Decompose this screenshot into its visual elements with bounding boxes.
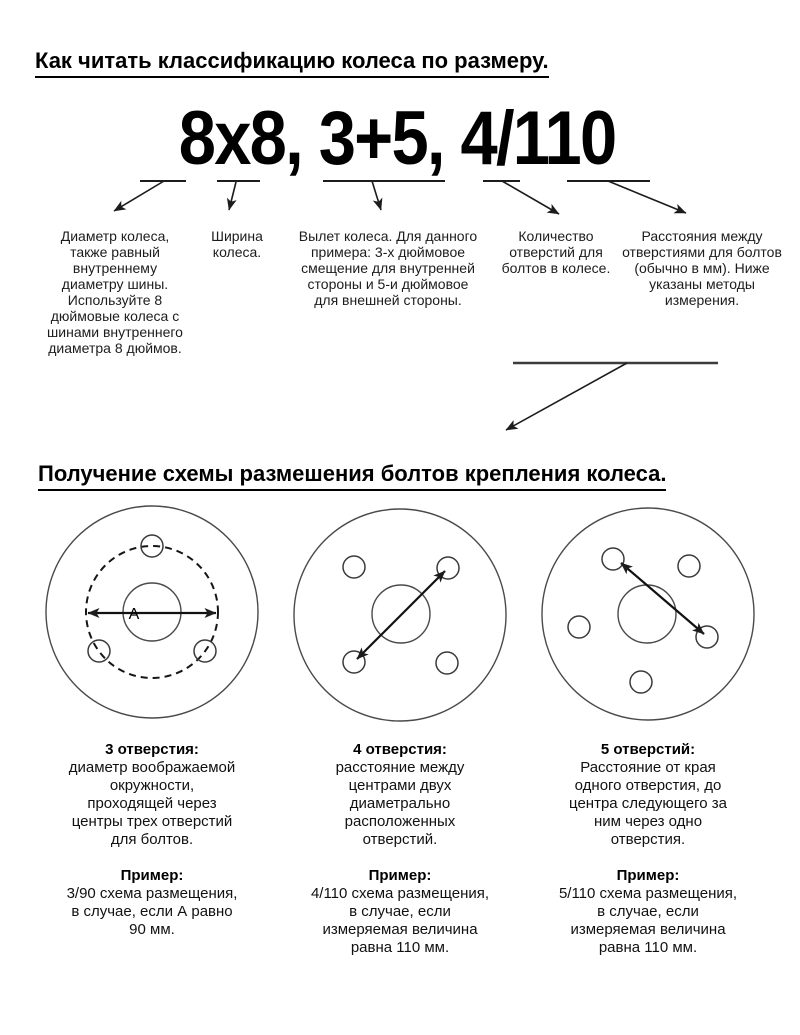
bolt-hole	[194, 640, 216, 662]
wheel-diagram-4-hole	[294, 509, 506, 721]
bolt-hole	[437, 557, 459, 579]
section-title-text: Как читать классификацию колеса по размеру.	[35, 48, 549, 78]
callout-arrow-holes	[502, 181, 559, 214]
rim-circle	[46, 506, 258, 718]
pattern-example: 5/110 схема размещения, в случае, если измеряемая величина равна 110 мм.	[558, 885, 738, 956]
pattern-description: диаметр воображаемой окружности, проходящей через центры трех отверстий для болтов.	[68, 759, 236, 848]
callout-bolt-hole-count: Количество отверстий для болтов в колесе.	[501, 228, 611, 276]
pattern-heading: 4 отверстия:	[353, 741, 447, 758]
pattern-heading: 3 отверстия:	[105, 741, 199, 758]
hub-circle	[372, 585, 430, 643]
pattern-example: 4/110 схема размещения, в случае, если измеряемая величина равна 110 мм.	[310, 885, 490, 956]
pattern-column-4-hole	[307, 741, 493, 957]
pointer-arrow	[506, 363, 627, 430]
bolt-hole	[343, 556, 365, 578]
bolt-hole	[568, 616, 590, 638]
measure-arrow	[357, 571, 445, 659]
pattern-column-3-hole	[66, 741, 238, 939]
rim-circle	[294, 509, 506, 721]
callout-arrow-spacing	[608, 181, 686, 213]
callout-bolt-spacing: Расстояния между отверстиями для болтов (обычно в мм). Ниже указаны методы измерения.	[622, 228, 782, 308]
bolt-hole	[88, 640, 110, 662]
section-title-bolt-pattern	[38, 461, 666, 491]
bolt-hole	[696, 626, 718, 648]
bolt-hole	[343, 651, 365, 673]
bolt-hole	[630, 671, 652, 693]
bolt-hole	[602, 548, 624, 570]
example-heading: Пример:	[616, 867, 680, 884]
wheel-spec-text: 8x8, 3+5, 4/110	[178, 96, 616, 181]
rim-circle	[542, 508, 754, 720]
callout-arrow-offset	[372, 181, 381, 210]
pattern-column-5-hole	[555, 741, 741, 957]
pattern-description: расстояние между центрами двух диаметрально расположенных отверстий.	[335, 759, 465, 848]
callout-wheel-diameter: Диаметр колеса, также равный внутреннему диаметру шины. Используйте 8 дюймовые колеса с шинами внутреннего диаметра 8 дюймов.	[47, 228, 183, 356]
spec-callout-arrows	[114, 181, 686, 214]
pattern-heading: 5 отверстий:	[600, 741, 696, 758]
section-title-text: Получение схемы размешения болтов крепления колеса.	[38, 461, 666, 491]
bolt-hole	[436, 652, 458, 674]
callout-wheel-offset: Вылет колеса. Для данного примера: 3-х дюймовое смещение для внутренней стороны и 5-и дюймовое для внешней стороны.	[298, 228, 478, 308]
example-heading: Пример:	[368, 867, 432, 884]
wheel-diagram-5-hole	[542, 508, 754, 720]
callout-arrow-width	[229, 182, 236, 210]
bolt-circle-dashed	[86, 546, 218, 678]
measurement-method-pointer	[506, 363, 718, 430]
callout-wheel-width: Ширина колеса.	[211, 228, 263, 260]
bolt-hole	[141, 535, 163, 557]
pattern-example: 3/90 схема размещения, в случае, если А равно 90 мм.	[66, 885, 238, 938]
measure-arrow	[621, 563, 704, 634]
hub-circle	[618, 585, 676, 643]
wheel-diagram-3-hole	[46, 506, 258, 718]
section-title-how-to-read	[35, 48, 549, 78]
callout-arrow-diameter	[114, 181, 164, 211]
hub-circle	[123, 583, 181, 641]
example-heading: Пример:	[120, 867, 184, 884]
bolt-circle-label: A	[128, 606, 140, 623]
bolt-hole	[678, 555, 700, 577]
pattern-description: Расстояние от края одного отверстия, до центра следующего за ним через одно отверстия.	[569, 759, 727, 848]
wheel-spec	[137, 96, 657, 181]
